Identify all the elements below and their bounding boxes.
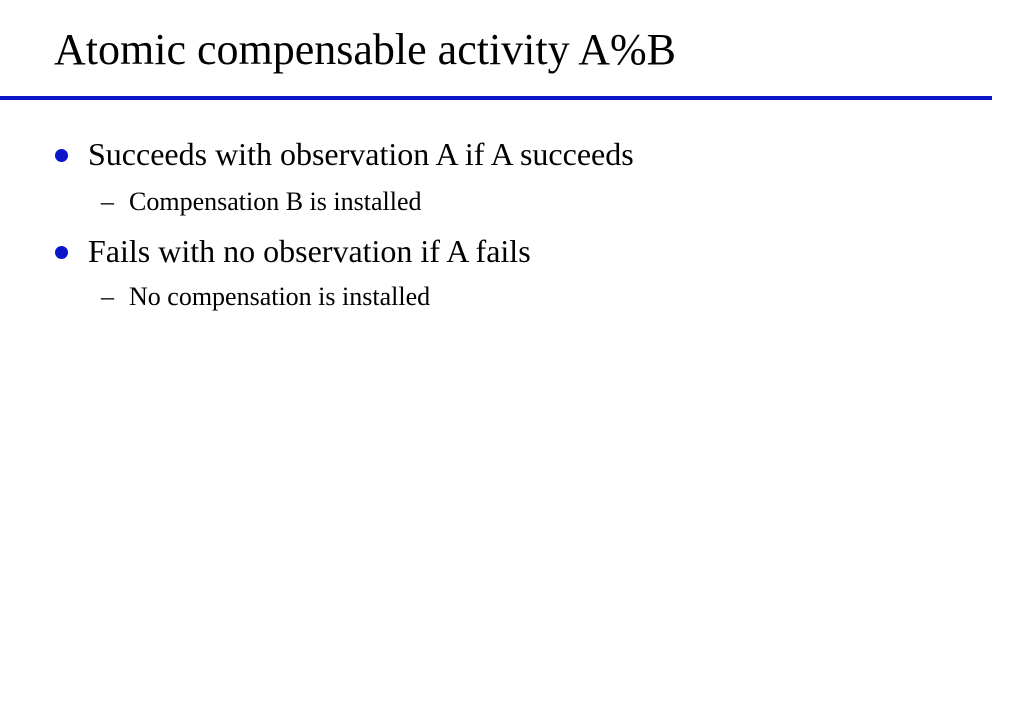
bullet-dot-icon xyxy=(55,246,68,259)
title-divider xyxy=(0,96,992,100)
bullet-text: Succeeds with observation A if A succeeds xyxy=(88,136,634,172)
sub-bullet-dash: – xyxy=(101,187,114,216)
sub-bullet-dash: – xyxy=(101,282,114,311)
sub-bullet-text: Compensation B is installed xyxy=(129,187,422,216)
slide-title: Atomic compensable activity A%B xyxy=(54,25,676,74)
bullet-dot-icon xyxy=(55,149,68,162)
sub-bullet-text: No compensation is installed xyxy=(129,282,431,311)
bullet-text: Fails with no observation if A fails xyxy=(88,233,531,269)
